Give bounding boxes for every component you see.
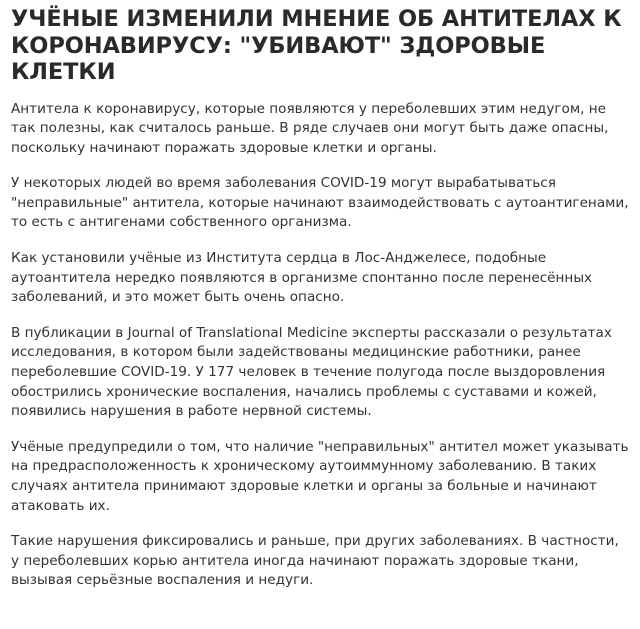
article-headline: УЧЁНЫЕ ИЗМЕНИЛИ МНЕНИЕ ОБ АНТИТЕЛАХ К КОРОНАВИРУСУ: "УБИВАЮТ" ЗДОРОВЫЕ КЛЕТКИ — [11, 6, 622, 85]
article-paragraph: Как установили учёные из Института сердца в Лос-Анджелесе, подобные аутоантитела нередко появляются в организме спонтанно после перенесённых заболеваний, и это может быть очень опасно. — [11, 250, 593, 306]
article-paragraph: Такие нарушения фиксировались и раньше, при других заболеваниях. В частности, у переболевших корью антитела иногда начинают поражать здоровые ткани, вызывая серьёзные воспаления и недуги. — [11, 533, 619, 589]
article-paragraph: В публикации в Journal of Translational Medicine эксперты рассказали о результатах исследования, в котором были задействованы медицинские работники, ранее переболевшие COVID-19. У 177 человек в течение полугода после выздоровления обострились хронические воспаления, начались проблемы с суставами и кожей, появились нарушения в работе нервной системы. — [11, 324, 612, 420]
article-paragraph: Антитела к коронавирусу, которые появляются у переболевших этим недугом, не так полезны, как считалось раньше. В ряде случаев они могут быть даже опасны, поскольку начинают поражать здоровые клетки и органы. — [11, 100, 609, 156]
article-paragraph: У некоторых людей во время заболевания COVID-19 могут вырабатываться "неправильные" антитела, которые начинают взаимодействовать с аутоантигенами, то есть с антигенами собственного организма. — [11, 175, 629, 231]
article-paragraph: Учёные предупредили о том, что наличие "неправильных" антител может указывать на предрасположенность к хроническому аутоиммунному заболеванию. В таких случаях антитела принимают здоровые клетки и органы за больные и начинают атаковать их. — [11, 438, 629, 514]
